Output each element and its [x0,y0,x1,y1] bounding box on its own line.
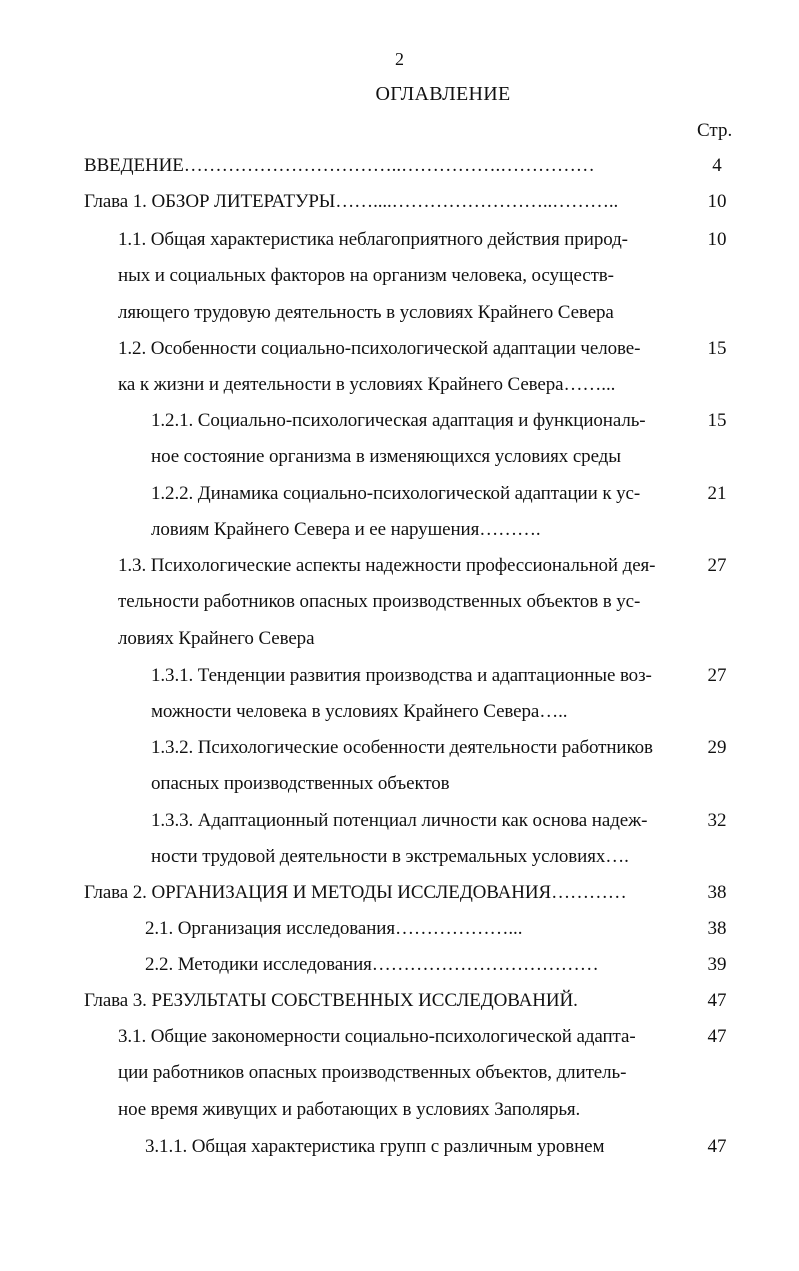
toc-entry-line: 1.1. Общая характеристика неблагоприятного действия природ- [118,229,628,250]
toc-entry-line: 3.1. Общие закономерности социально-психологической адапта- [118,1026,636,1047]
toc-entry-page-number: 47 [707,1026,727,1047]
toc-entry-page-number: 15 [707,338,727,359]
toc-entry-line: ности трудовой деятельности в экстремальных условиях…. [151,846,629,868]
toc-entry-page-number: 39 [707,954,727,975]
toc-entry-line: опасных производственных объектов [151,773,450,795]
toc-entry-line: ВВЕДЕНИЕ……………………………..…………….…………… [84,155,595,176]
toc-entry-page-number: 27 [707,555,727,576]
toc-entry-line: 2.2. Методики исследования……………………………… [145,954,599,975]
toc-entry-page-number: 4 [712,155,722,176]
toc-entry-page-number: 38 [707,882,727,903]
toc-entry-page-number: 38 [707,918,727,939]
toc-entry-line: ции работников опасных производственных объектов, длитель- [118,1062,627,1084]
toc-entry-page-number: 15 [707,410,727,431]
toc-entry-line: 1.2. Особенности социально-психологической адаптации челове- [118,338,641,359]
toc-entry-line: Глава 2. ОРГАНИЗАЦИЯ И МЕТОДЫ ИССЛЕДОВАНИЯ………… [84,882,627,903]
toc-entry-line: 1.2.1. Социально-психологическая адаптация и функциональ- [151,410,646,431]
toc-entry-line: Глава 3. РЕЗУЛЬТАТЫ СОБСТВЕННЫХ ИССЛЕДОВАНИЙ. [84,990,578,1011]
toc-entry-page-number: 27 [707,665,727,686]
toc-entry-line: ное состояние организма в изменяющихся условиях среды [151,446,621,468]
toc-entry-page-number: 10 [707,229,727,250]
page-title: ОГЛАВЛЕНИЕ [375,83,511,105]
toc-entry-line: 1.3.2. Психологические особенности деятельности работников [151,737,653,758]
toc-entry-page-number: 10 [707,191,727,212]
toc-entry-page-number: 32 [707,810,727,831]
toc-entry-line: 1.3.3. Адаптационный потенциал личности как основа надеж- [151,810,648,831]
toc-entry-line: 1.3. Психологические аспекты надежности профессиональной дея- [118,555,656,576]
toc-entry-page-number: 47 [707,990,727,1011]
toc-entry-line: ловиях Крайнего Севера [118,627,315,649]
toc-entry-line: можности человека в условиях Крайнего Севера….. [151,701,568,723]
toc-entry-line: ляющего трудовую деятельность в условиях Крайнего Севера [118,301,614,323]
page-column-header: Стр. [697,120,733,141]
toc-entry-page-number: 29 [707,737,727,758]
toc-entry-line: 1.3.1. Тенденции развития производства и адаптационные воз- [151,665,652,686]
toc-entry-line: ка к жизни и деятельности в условиях Крайнего Севера……... [118,374,616,396]
toc-entry-line: 1.2.2. Динамика социально-психологической адаптации к ус- [151,483,641,504]
toc-entry-line: ное время живущих и работающих в условиях Заполярья. [118,1098,581,1120]
toc-entry-page-number: 21 [707,483,727,504]
toc-entry-line: ных и социальных факторов на организм человека, осуществ- [118,265,614,287]
toc-entry-line: ловиям Крайнего Севера и ее нарушения………. [151,519,541,541]
toc-entry-line: 2.1. Организация исследования………………... [145,918,523,939]
toc-entry-line: тельности работников опасных производственных объектов в ус- [118,591,641,613]
toc-entry-page-number: 47 [707,1136,727,1157]
toc-entry-line: Глава 1. ОБЗОР ЛИТЕРАТУРЫ……....……………………..……….. [84,191,619,212]
page-number: 2 [395,49,404,69]
toc-entry-line: 3.1.1. Общая характеристика групп с различным уровнем [145,1136,605,1157]
